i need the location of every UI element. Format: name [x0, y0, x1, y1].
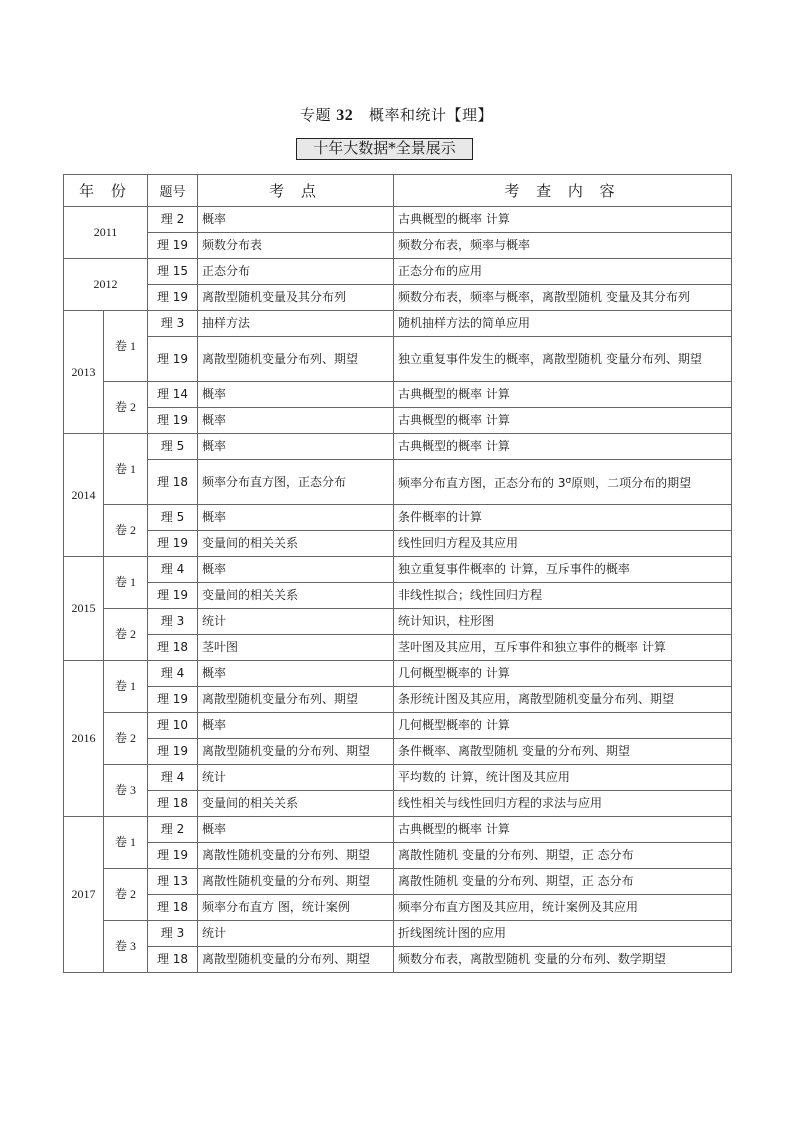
- topic-cell: 概率: [198, 505, 394, 531]
- topic-cell: 离散型随机变量的分布列、期望: [198, 739, 394, 765]
- table-row: [64, 609, 732, 635]
- table-row: [64, 765, 732, 791]
- content-cell: 离散性随机 变量的分布列、期望，正 态分布: [394, 869, 732, 895]
- topic-cell: 变量间的相关关系: [198, 531, 394, 557]
- volume-cell: 卷 1: [104, 661, 148, 713]
- topic-cell: 离散型随机变量分布列、期望: [198, 337, 394, 382]
- topic-cell: 离散型随机变量分布列、期望: [198, 687, 394, 713]
- volume-cell: 卷 2: [104, 609, 148, 661]
- question-cell: 理 19: [148, 285, 198, 311]
- question-cell: 理 13: [148, 869, 198, 895]
- table-row: [64, 739, 732, 765]
- content-cell: 频数分布表，离散型随机 变量的分布列、数学期望: [394, 947, 732, 973]
- table-row: [64, 713, 732, 739]
- year-cell: 2011: [64, 207, 148, 259]
- question-cell: 理 19: [148, 337, 198, 382]
- topic-cell: 抽样方法: [198, 311, 394, 337]
- topic-cell: 统计: [198, 609, 394, 635]
- table-row: [64, 843, 732, 869]
- table-row: [64, 869, 732, 895]
- table-row: [64, 791, 732, 817]
- header-question: 题号: [148, 175, 198, 207]
- volume-cell: 卷 1: [104, 311, 148, 382]
- volume-cell: 卷 1: [104, 434, 148, 505]
- topic-cell: 概率: [198, 408, 394, 434]
- question-cell: 理 3: [148, 921, 198, 947]
- content-cell: 条件概率、离散型随机 变量的分布列、期望: [394, 739, 732, 765]
- content-cell: 条件概率的计算: [394, 505, 732, 531]
- question-cell: 理 15: [148, 259, 198, 285]
- table-row: [64, 817, 732, 843]
- table-row: [64, 408, 732, 434]
- topic-cell: 变量间的相关关系: [198, 583, 394, 609]
- content-cell: 古典概型的概率 计算: [394, 382, 732, 408]
- content-cell: 古典概型的概率 计算: [394, 207, 732, 233]
- content-cell: 条形统计图及其应用，离散型随机变量分布列、期望: [394, 687, 732, 713]
- title-prefix: 专题: [299, 106, 331, 124]
- topic-cell: 茎叶图: [198, 635, 394, 661]
- content-cell: 平均数的 计算，统计图及其应用: [394, 765, 732, 791]
- volume-cell: 卷 2: [104, 505, 148, 557]
- topic-cell: 频率分布直方图，正态分布: [198, 460, 394, 505]
- content-cell: 频率分布直方图及其应用，统计案例及其应用: [394, 895, 732, 921]
- topic-cell: 离散型随机变量的分布列、期望: [198, 947, 394, 973]
- table-row: [64, 661, 732, 687]
- content-cell: 独立重复事件概率的 计算，互斥事件的概率: [394, 557, 732, 583]
- content-cell: 线性相关与线性回归方程的求法与应用: [394, 791, 732, 817]
- table-row: [64, 947, 732, 973]
- year-cell: 2014: [64, 434, 104, 557]
- volume-cell: 卷 2: [104, 713, 148, 765]
- volume-cell: 卷 3: [104, 765, 148, 817]
- subtitle-box: [296, 138, 473, 160]
- volume-cell: 卷 1: [104, 557, 148, 609]
- topic-cell: 概率: [198, 382, 394, 408]
- question-cell: 理 10: [148, 713, 198, 739]
- question-cell: 理 19: [148, 843, 198, 869]
- topic-cell: 概率: [198, 817, 394, 843]
- question-cell: 理 19: [148, 583, 198, 609]
- question-cell: 理 4: [148, 557, 198, 583]
- question-cell: 理 18: [148, 895, 198, 921]
- content-part: 原则，二项分布的期望: [571, 475, 692, 490]
- table-row: [64, 311, 732, 337]
- volume-cell: 卷 1: [104, 817, 148, 869]
- subtitle: 十年大数据*全景展示: [313, 139, 456, 157]
- year-cell: 2016: [64, 661, 104, 817]
- question-cell: 理 14: [148, 382, 198, 408]
- table-row: [64, 434, 732, 460]
- page-title: [0, 104, 793, 127]
- content-cell: [394, 460, 732, 505]
- table-row: [64, 687, 732, 713]
- table-row: [64, 531, 732, 557]
- content-cell: 频数分布表，频率与概率: [394, 233, 732, 259]
- question-cell: 理 19: [148, 408, 198, 434]
- volume-cell: 卷 2: [104, 869, 148, 921]
- question-cell: 理 2: [148, 817, 198, 843]
- topic-cell: 统计: [198, 921, 394, 947]
- table-row: [64, 259, 732, 285]
- topic-cell: 概率: [198, 434, 394, 460]
- table-row: [64, 921, 732, 947]
- question-cell: 理 4: [148, 661, 198, 687]
- content-part: 频率分布直方图，正态分布的 3: [398, 475, 566, 490]
- question-cell: 理 5: [148, 434, 198, 460]
- year-cell: 2015: [64, 557, 104, 661]
- table-row: [64, 382, 732, 408]
- topic-cell: 离散性随机变量的分布列、期望: [198, 843, 394, 869]
- content-cell: 统计知识，柱形图: [394, 609, 732, 635]
- table-row: [64, 460, 732, 505]
- table-row: [64, 207, 732, 233]
- question-cell: 理 5: [148, 505, 198, 531]
- table-header-row: [64, 175, 732, 207]
- content-cell: 频数分布表，频率与概率，离散型随机 变量及其分布列: [394, 285, 732, 311]
- content-cell: 正态分布的应用: [394, 259, 732, 285]
- sigma-symbol: σ: [565, 475, 572, 486]
- table-row: [64, 337, 732, 382]
- question-cell: 理 3: [148, 609, 198, 635]
- question-cell: 理 19: [148, 739, 198, 765]
- topic-cell: 频数分布表: [198, 233, 394, 259]
- question-cell: 理 18: [148, 791, 198, 817]
- question-cell: 理 3: [148, 311, 198, 337]
- content-cell: 折线图统计图的应用: [394, 921, 732, 947]
- table-row: [64, 505, 732, 531]
- year-cell: 2012: [64, 259, 148, 311]
- topic-cell: 概率: [198, 713, 394, 739]
- table-row: [64, 285, 732, 311]
- title-number: 32: [336, 107, 354, 124]
- topic-cell: 频率分布直方 图，统计案例: [198, 895, 394, 921]
- question-cell: 理 19: [148, 531, 198, 557]
- year-cell: 2017: [64, 817, 104, 973]
- table-row: [64, 557, 732, 583]
- volume-cell: 卷 2: [104, 382, 148, 434]
- header-content: 考 查 内 容: [394, 175, 732, 207]
- question-cell: 理 18: [148, 460, 198, 505]
- question-cell: 理 19: [148, 687, 198, 713]
- content-cell: 独立重复事件发生的概率，离散型随机 变量分布列、期望: [394, 337, 732, 382]
- topic-cell: 离散性随机变量的分布列、期望: [198, 869, 394, 895]
- volume-cell: 卷 3: [104, 921, 148, 973]
- header-year: 年 份: [64, 175, 148, 207]
- exam-analysis-table: [63, 174, 732, 973]
- topic-cell: 变量间的相关关系: [198, 791, 394, 817]
- question-cell: 理 19: [148, 233, 198, 259]
- question-cell: 理 2: [148, 207, 198, 233]
- question-cell: 理 18: [148, 635, 198, 661]
- topic-cell: 正态分布: [198, 259, 394, 285]
- content-cell: 几何概型概率的 计算: [394, 713, 732, 739]
- content-cell: 古典概型的概率 计算: [394, 434, 732, 460]
- year-cell: 2013: [64, 311, 104, 434]
- content-cell: 随机抽样方法的简单应用: [394, 311, 732, 337]
- topic-cell: 概率: [198, 661, 394, 687]
- topic-cell: 概率: [198, 207, 394, 233]
- table-row: [64, 635, 732, 661]
- header-topic: 考 点: [198, 175, 394, 207]
- table-row: [64, 895, 732, 921]
- table-row: [64, 233, 732, 259]
- content-cell: 非线性拟合；线性回归方程: [394, 583, 732, 609]
- topic-cell: 离散型随机变量及其分布列: [198, 285, 394, 311]
- content-cell: 古典概型的概率 计算: [394, 408, 732, 434]
- content-cell: 几何概型概率的 计算: [394, 661, 732, 687]
- content-cell: 离散性随机 变量的分布列、期望，正 态分布: [394, 843, 732, 869]
- title-text: 概率和统计【理】: [369, 106, 494, 124]
- topic-cell: 概率: [198, 557, 394, 583]
- content-cell: 古典概型的概率 计算: [394, 817, 732, 843]
- table-row: [64, 583, 732, 609]
- topic-cell: 统计: [198, 765, 394, 791]
- question-cell: 理 4: [148, 765, 198, 791]
- question-cell: 理 18: [148, 947, 198, 973]
- content-cell: 茎叶图及其应用，互斥事件和独立事件的概率 计算: [394, 635, 732, 661]
- content-cell: 线性回归方程及其应用: [394, 531, 732, 557]
